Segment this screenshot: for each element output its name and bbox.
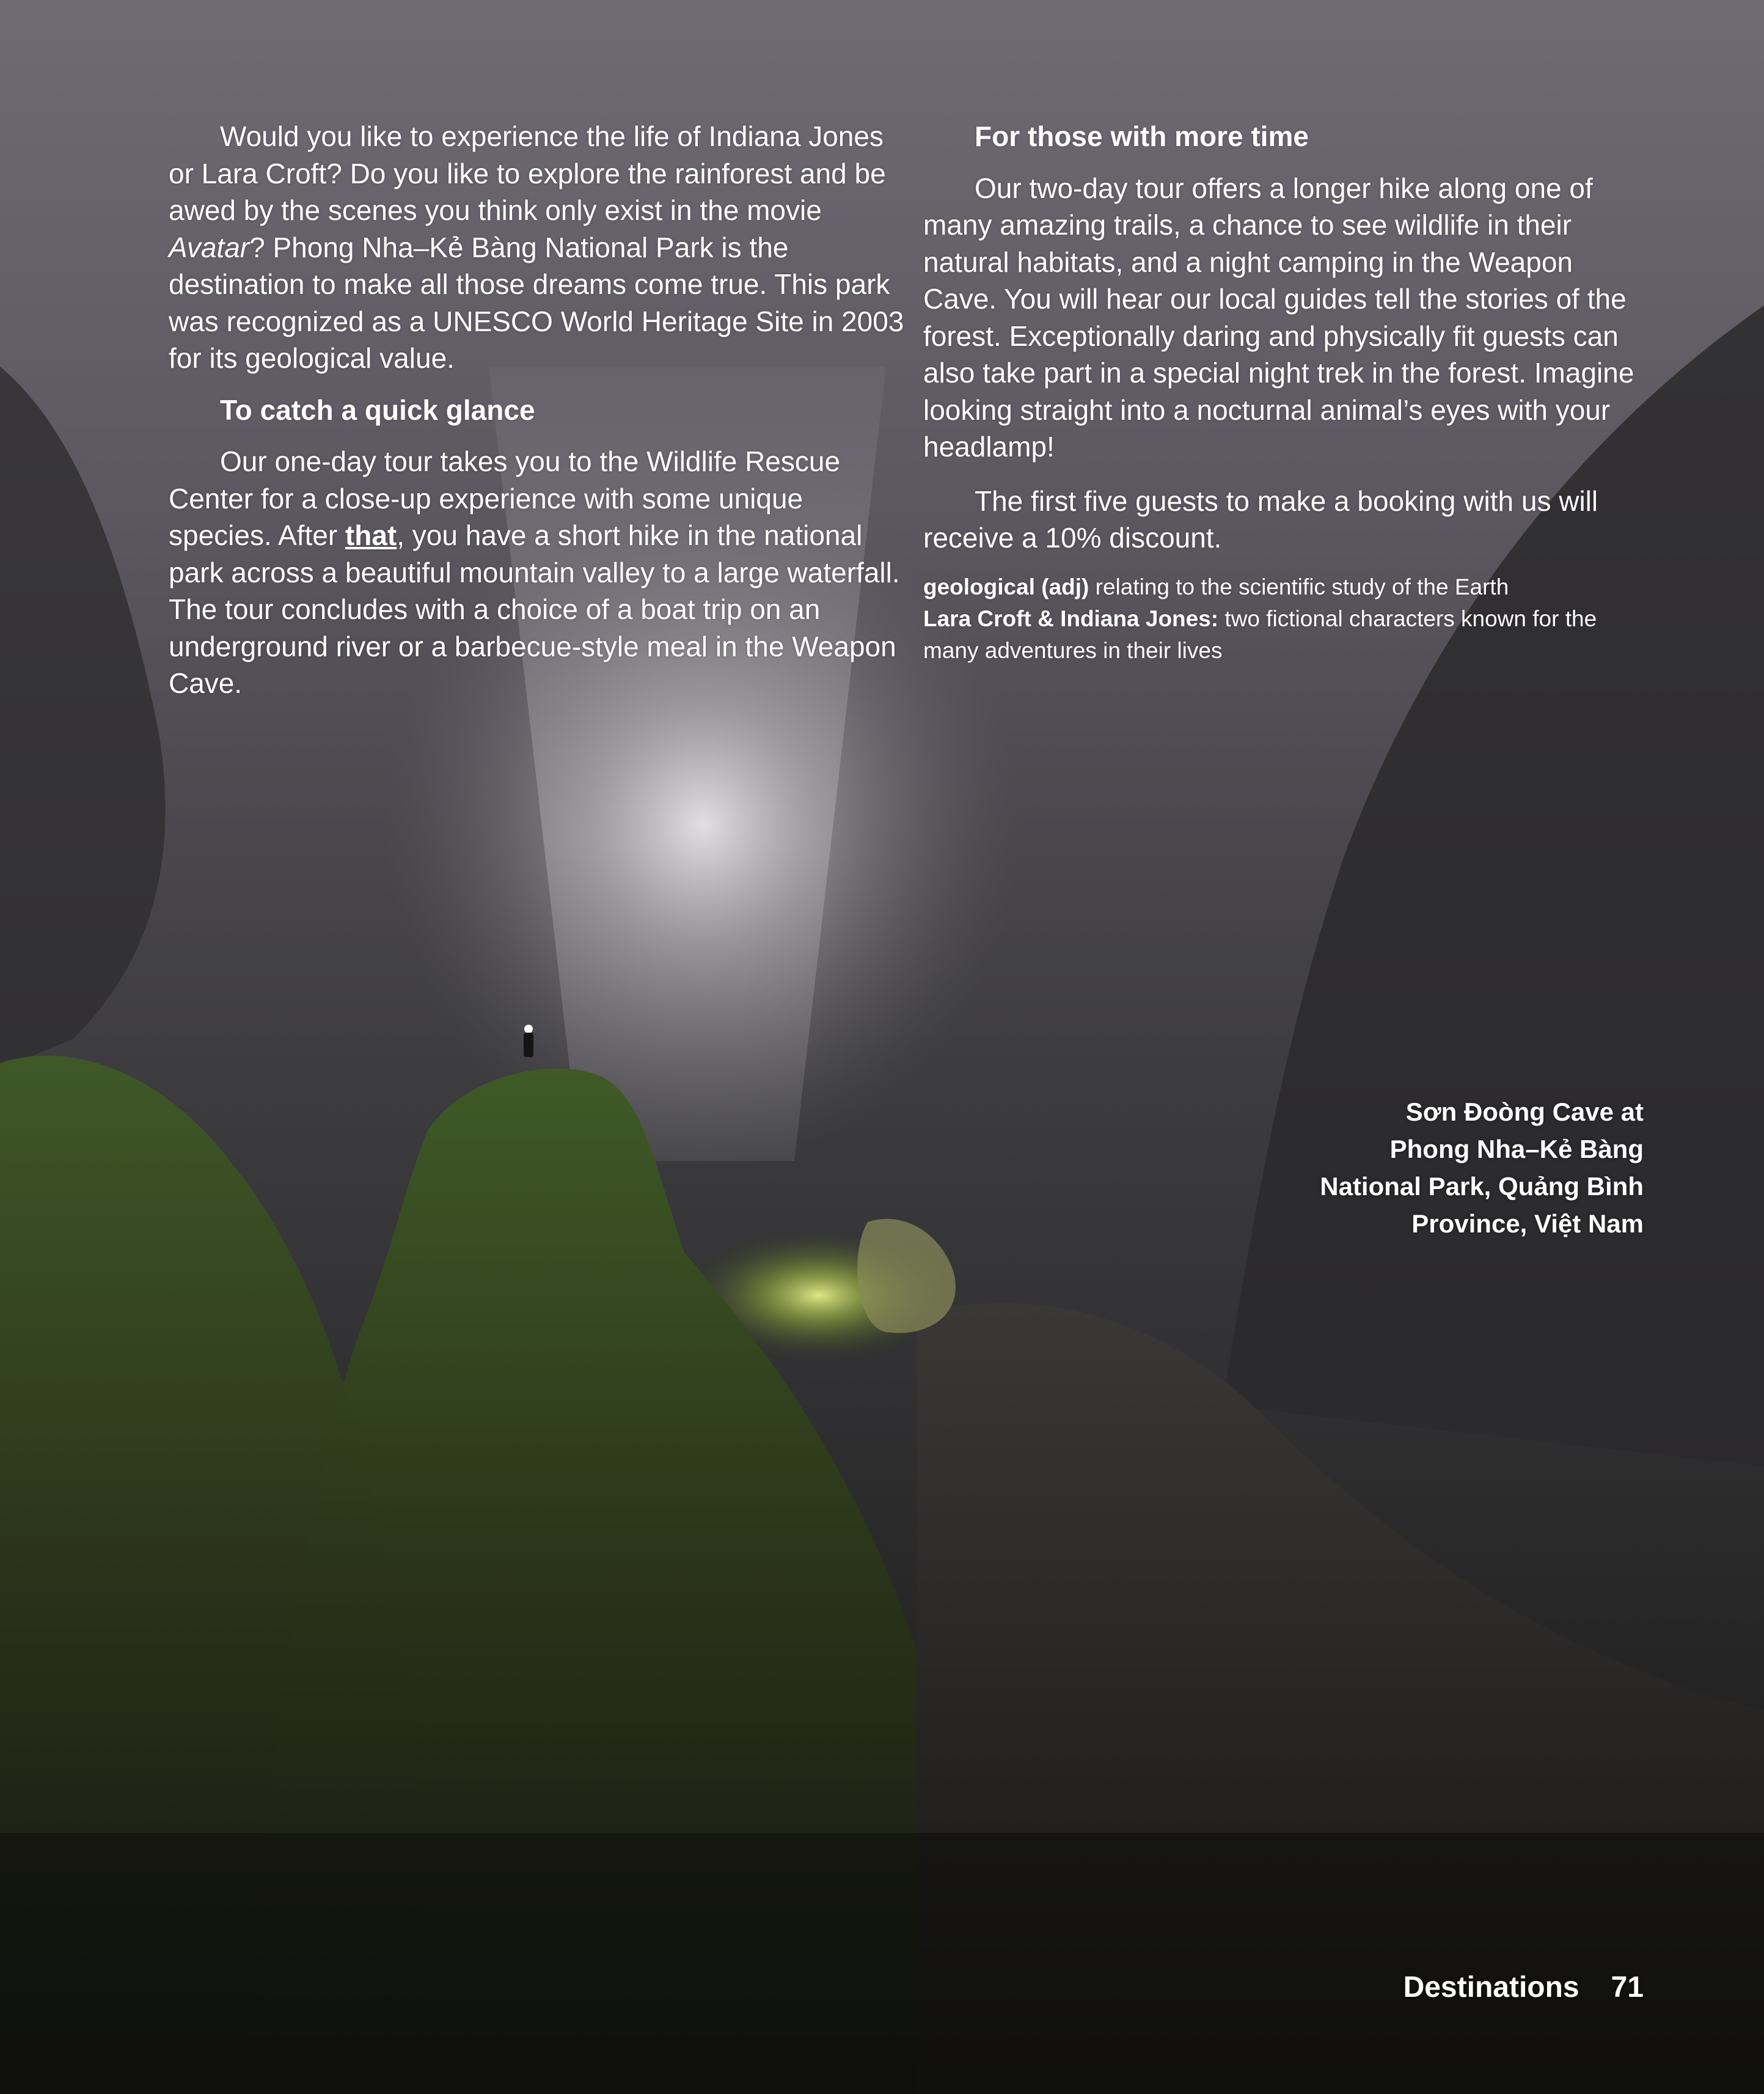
glossary-entry	[923, 603, 1644, 667]
glossary-definition: relating to the scientific study of the Earth	[1089, 574, 1509, 599]
page-number: 71	[1611, 1971, 1644, 2004]
glossary-definition: two fictional characters known for the many adventures in their lives	[923, 606, 1597, 663]
explorer-figure	[524, 1025, 533, 1057]
glossary	[923, 571, 1644, 667]
more-time-heading: For those with more time	[975, 120, 1309, 152]
glossary-term: Lara Croft & Indiana Jones:	[923, 606, 1219, 631]
one-day-tour-paragraph: Our one-day tour takes you to the Wildlife Rescue Center for a close-up experience with some unique species. After that, you have a short hike in the national park across a beautiful mountain valley to a large waterfall. The tour concludes with a choice of a boat trip on an underground river or a barbecue-style meal in the Weapon Cave.	[169, 445, 900, 699]
intro-paragraph: Would you like to experience the life of Indiana Jones or Lara Croft? Do you like to explore the rainforest and be awed by the scenes you think only exist in the movie Avatar? Phong Nha–Kẻ Bàng National Park is the destination to make all those dreams come true. This park was recognized as a UNESCO World Heritage Site in 2003 for its geological value.	[169, 120, 904, 374]
right-column	[923, 118, 1644, 667]
discount-paragraph: The first five guests to make a booking with us will receive a 10% discount.	[923, 485, 1598, 554]
glossary-entry	[923, 571, 1644, 603]
photo-caption: Sơn Đoòng Cave at Phong Nha–Kẻ Bàng National Park, Quảng Bình Province, Việt Nam	[1320, 1097, 1644, 1238]
movie-title: Avatar	[169, 231, 250, 263]
left-column	[169, 118, 908, 702]
glossary-term: geological (adj)	[923, 574, 1089, 599]
two-day-tour-paragraph: Our two-day tour offers a longer hike along one of many amazing trails, a chance to see wildlife in their natural habitats, and a night camping in the Weapon Cave. You will hear our local guides tell the stories of the forest. Exceptionally daring and physically fit guests can also take part in a special night trek in the forest. Imagine looking straight into a nocturnal animal’s eyes with your headlamp!	[923, 172, 1634, 463]
section-name: Destinations	[1403, 1971, 1579, 2004]
page-footer	[1404, 1971, 1644, 2004]
quick-glance-heading: To catch a quick glance	[220, 394, 535, 426]
highlighted-word: that	[345, 519, 397, 551]
